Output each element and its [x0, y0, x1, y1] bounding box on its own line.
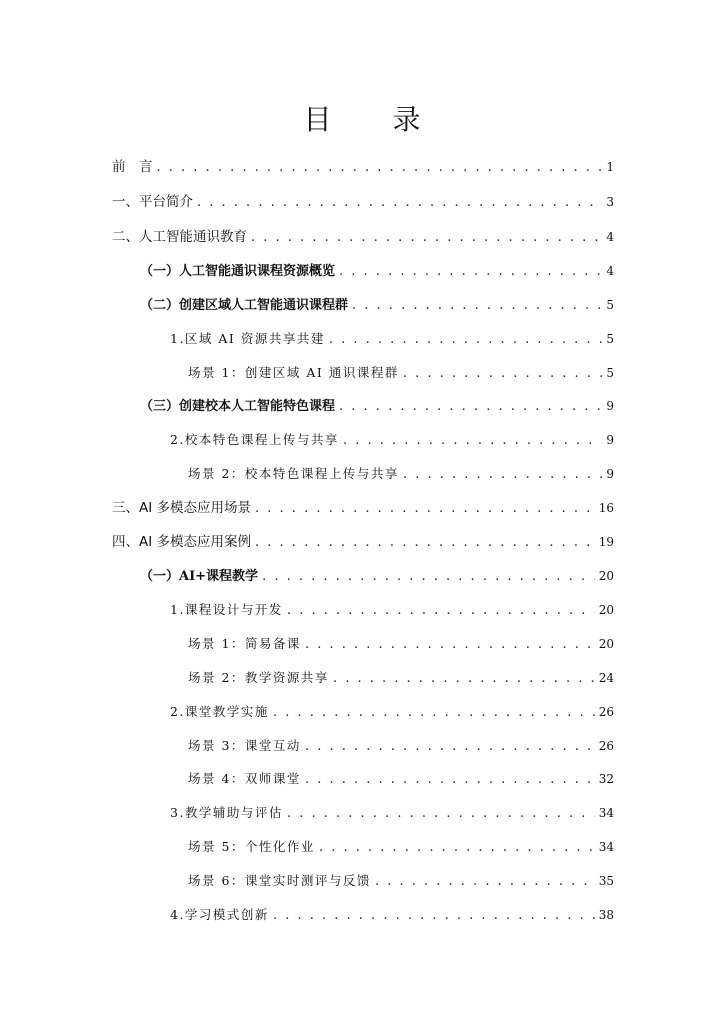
page-title: 目 录 [303, 103, 447, 136]
dot-leader [305, 635, 595, 655]
toc-entry-label: 前 言 [112, 159, 153, 175]
toc-entry-label: 三、AI 多模态应用场景 [112, 500, 252, 516]
toc-entry-label: 场景 1：简易备课 [188, 636, 301, 651]
toc-page-number: 34 [598, 806, 614, 820]
toc-page-number: 4 [606, 264, 614, 278]
dot-leader [333, 669, 595, 689]
toc-page-number: 5 [606, 366, 614, 380]
toc-entry[interactable] [112, 192, 614, 212]
dot-leader [287, 804, 595, 824]
toc-entry-label: 1.区域 AI 资源共享共建 [170, 331, 325, 346]
toc-entry[interactable] [170, 329, 614, 349]
dot-leader [319, 838, 595, 858]
toc-entry[interactable] [112, 227, 614, 247]
toc-page-number: 38 [598, 908, 614, 922]
toc-page-number: 9 [606, 433, 614, 447]
toc-entry[interactable] [112, 532, 614, 552]
toc-entry[interactable] [140, 396, 614, 416]
toc-entry-label: 场景 6：课堂实时测评与反馈 [188, 873, 371, 888]
toc-entry[interactable] [188, 736, 614, 756]
toc-entry-label: 场景 2：教学资源共享 [188, 670, 329, 685]
dot-leader [339, 397, 602, 417]
toc-page-number: 4 [606, 230, 614, 244]
toc-entry[interactable] [188, 634, 614, 654]
toc-page-number: 1 [606, 160, 614, 174]
toc-entry[interactable] [140, 295, 614, 315]
toc-entry-label: 四、AI 多模态应用案例 [112, 534, 252, 550]
toc-page-number: 16 [598, 501, 614, 515]
toc-entry-label: 场景 3：课堂互动 [188, 738, 301, 753]
toc-entry[interactable] [188, 769, 614, 789]
dot-leader [262, 567, 595, 587]
toc-entry[interactable] [188, 464, 614, 484]
toc-entry-label: 场景 1：创建区域 AI 通识课程群 [188, 365, 399, 380]
toc-entry[interactable] [188, 837, 614, 857]
toc-entry[interactable] [170, 600, 614, 620]
toc-page-number: 34 [598, 840, 614, 854]
toc-entry-label: （一）AI+课程教学 [140, 569, 259, 584]
dot-leader [329, 330, 603, 350]
toc-entry-label: 场景 4：双师课堂 [188, 771, 301, 786]
dot-leader [255, 499, 595, 519]
dot-leader [375, 872, 595, 892]
toc-page-number: 32 [598, 772, 614, 786]
toc-entry[interactable] [112, 157, 614, 177]
toc-page-number: 3 [606, 195, 614, 209]
toc-page-number: 26 [598, 739, 614, 753]
toc-entry[interactable] [188, 871, 614, 891]
toc-page-number: 35 [598, 874, 614, 888]
toc-page-number: 24 [598, 671, 614, 685]
toc-entry[interactable] [170, 905, 614, 925]
toc-entry-label: 一、平台简介 [112, 194, 193, 210]
dot-leader [197, 193, 602, 213]
toc-page-number: 9 [606, 399, 614, 413]
dot-leader [403, 465, 602, 485]
toc-entry-label: 1.课程设计与开发 [170, 602, 283, 617]
toc-entry[interactable] [140, 566, 614, 586]
toc-entry-label: 场景 5：个性化作业 [188, 839, 315, 854]
toc-entry[interactable] [188, 668, 614, 688]
dot-leader [403, 364, 603, 384]
toc-entry-label: （二）创建区域人工智能通识课程群 [140, 298, 349, 313]
toc-entry-label: 4.学习模式创新 [170, 907, 269, 922]
toc-entry-label: （一）人工智能通识课程资源概览 [140, 264, 336, 279]
dot-leader [352, 296, 602, 316]
toc-entry-label: 场景 2：校本特色课程上传与共享 [188, 466, 399, 481]
dot-leader [343, 431, 602, 451]
toc-page-number: 20 [598, 637, 614, 651]
toc-entry-label: 二、人工智能通识教育 [112, 229, 247, 245]
toc-page-number: 19 [598, 535, 614, 549]
toc-entry[interactable] [170, 430, 614, 450]
toc-entry[interactable] [170, 803, 614, 823]
toc-page-number: 26 [598, 705, 614, 719]
dot-leader [273, 703, 595, 723]
dot-leader [305, 737, 595, 757]
dot-leader [273, 906, 595, 926]
toc-page-number: 9 [606, 467, 614, 481]
toc-entry-label: 2.课堂教学实施 [170, 704, 269, 719]
dot-leader [339, 262, 602, 282]
toc-entry-label: （三）创建校本人工智能特色课程 [140, 399, 336, 414]
dot-leader [251, 228, 602, 248]
dot-leader [287, 601, 595, 621]
toc-entry[interactable] [112, 498, 614, 518]
toc-entry-label: 3.教学辅助与评估 [170, 805, 283, 820]
dot-leader [157, 158, 603, 178]
toc-page-number: 5 [606, 332, 614, 346]
toc-entry-label: 2.校本特色课程上传与共享 [170, 432, 339, 447]
toc-page-number: 20 [598, 603, 614, 617]
dot-leader [255, 533, 595, 553]
toc-entry[interactable] [140, 261, 614, 281]
toc-page-number: 5 [606, 298, 614, 312]
dot-leader [305, 770, 595, 790]
toc-entry[interactable] [188, 363, 614, 383]
toc-page-number: 20 [598, 569, 614, 583]
toc-entry[interactable] [170, 702, 614, 722]
